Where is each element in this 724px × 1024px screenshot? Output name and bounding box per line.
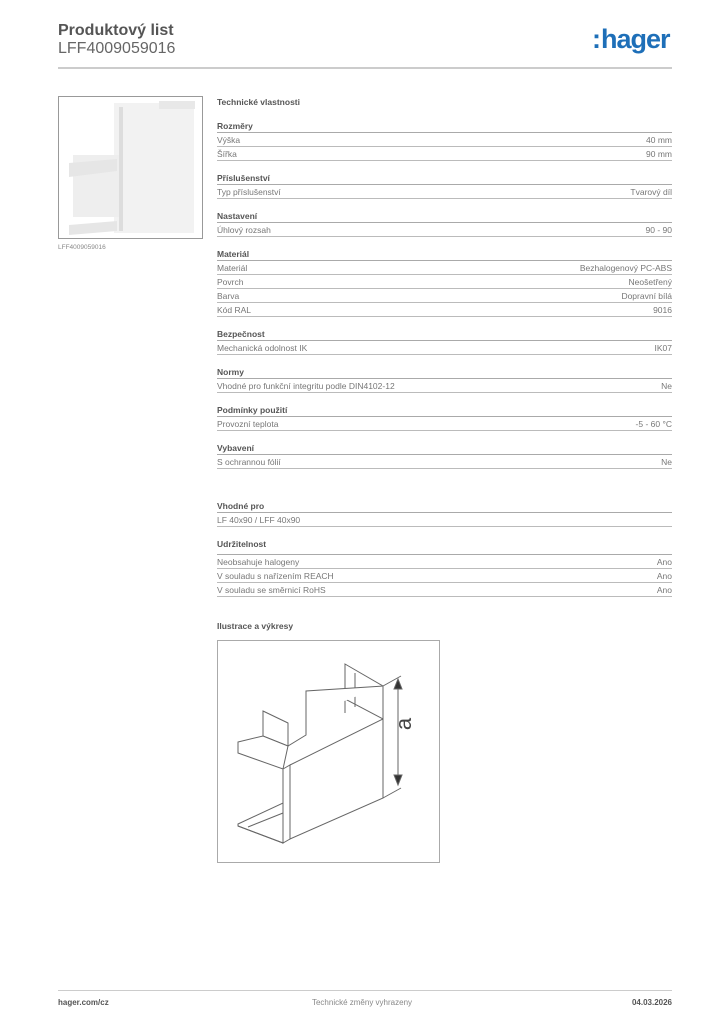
property-group bbox=[217, 209, 672, 237]
header-divider bbox=[58, 67, 672, 69]
photo-caption: LFF4009059016 bbox=[58, 244, 106, 251]
dimension-label: a bbox=[391, 717, 417, 731]
property-label: Šířka bbox=[217, 149, 237, 159]
page-title: Produktový list bbox=[58, 22, 174, 39]
property-value: 40 mm bbox=[646, 135, 672, 145]
property-group bbox=[217, 119, 672, 161]
property-label: Výška bbox=[217, 135, 241, 145]
property-label: Neobsahuje halogeny bbox=[217, 557, 300, 567]
property-label: Úhlový rozsah bbox=[217, 225, 271, 235]
property-value: 90 mm bbox=[646, 149, 672, 159]
property-row bbox=[217, 379, 672, 393]
hager-logo: :hager bbox=[592, 24, 670, 54]
property-row bbox=[217, 303, 672, 317]
property-row bbox=[217, 133, 672, 147]
property-row bbox=[217, 261, 672, 275]
product-photo bbox=[58, 96, 203, 239]
property-row bbox=[217, 569, 672, 583]
property-value: IK07 bbox=[654, 343, 672, 353]
property-row bbox=[217, 147, 672, 161]
property-group bbox=[217, 247, 672, 317]
group-heading: Vybavení bbox=[217, 441, 672, 455]
property-label: Mechanická odolnost IK bbox=[217, 343, 308, 353]
group-heading: Materiál bbox=[217, 247, 672, 261]
illustration-title: Ilustrace a výkresy bbox=[217, 621, 294, 631]
property-group bbox=[217, 327, 672, 355]
property-label: Kód RAL bbox=[217, 305, 252, 315]
property-value: Ano bbox=[656, 571, 672, 581]
footer-website[interactable]: hager.com/cz bbox=[58, 998, 109, 1007]
property-group bbox=[217, 537, 672, 597]
property-value: Neošetřený bbox=[628, 277, 672, 287]
technical-properties bbox=[217, 95, 672, 597]
property-label: LF 40x90 / LFF 40x90 bbox=[217, 515, 301, 525]
group-heading: Nastavení bbox=[217, 209, 672, 223]
footer-divider bbox=[58, 990, 672, 991]
property-value: Ano bbox=[656, 585, 672, 595]
property-row bbox=[217, 289, 672, 303]
group-heading: Podmínky použití bbox=[217, 403, 672, 417]
property-group bbox=[217, 365, 672, 393]
group-heading: Rozměry bbox=[217, 119, 672, 133]
section-title: Technické vlastnosti bbox=[217, 97, 300, 107]
product-code: LFF4009059016 bbox=[58, 40, 176, 57]
property-group bbox=[217, 171, 672, 199]
property-value: 9016 bbox=[653, 305, 672, 315]
property-row bbox=[217, 513, 672, 527]
property-row bbox=[217, 185, 672, 199]
property-label: V souladu se směrnicí RoHS bbox=[217, 585, 326, 595]
group-heading: Udržitelnost bbox=[217, 537, 672, 555]
footer-disclaimer: Technické změny vyhrazeny bbox=[311, 998, 413, 1007]
footer-date: 04.03.2026 bbox=[631, 998, 672, 1007]
property-label: Povrch bbox=[217, 277, 244, 287]
property-row bbox=[217, 223, 672, 237]
property-row bbox=[217, 455, 672, 469]
property-group bbox=[217, 403, 672, 431]
property-value: Tvarový díl bbox=[630, 187, 672, 197]
property-label: V souladu s nařízením REACH bbox=[217, 571, 334, 581]
property-row bbox=[217, 341, 672, 355]
property-value: Dopravní bílá bbox=[621, 291, 672, 301]
group-heading: Normy bbox=[217, 365, 672, 379]
property-value: 90 - 90 bbox=[645, 225, 672, 235]
group-heading: Vhodné pro bbox=[217, 499, 672, 513]
property-value: Ano bbox=[656, 557, 672, 567]
property-value: Ne bbox=[661, 381, 672, 391]
group-heading: Příslušenství bbox=[217, 171, 672, 185]
property-row bbox=[217, 555, 672, 569]
property-label: Barva bbox=[217, 291, 240, 301]
technical-drawing bbox=[217, 640, 440, 863]
property-label: Vhodné pro funkční integritu podle DIN4102-12 bbox=[217, 381, 395, 391]
property-label: S ochrannou fólií bbox=[217, 457, 281, 467]
property-label: Typ příslušenství bbox=[217, 187, 281, 197]
property-row bbox=[217, 275, 672, 289]
property-value: Ne bbox=[661, 457, 672, 467]
group-heading: Bezpečnost bbox=[217, 327, 672, 341]
property-value: -5 - 60 °C bbox=[635, 419, 672, 429]
property-label: Provozní teplota bbox=[217, 419, 279, 429]
property-label: Materiál bbox=[217, 263, 248, 273]
property-row bbox=[217, 583, 672, 597]
property-group bbox=[217, 499, 672, 527]
property-value: Bezhalogenový PC-ABS bbox=[579, 263, 672, 273]
property-group bbox=[217, 441, 672, 469]
property-row bbox=[217, 417, 672, 431]
